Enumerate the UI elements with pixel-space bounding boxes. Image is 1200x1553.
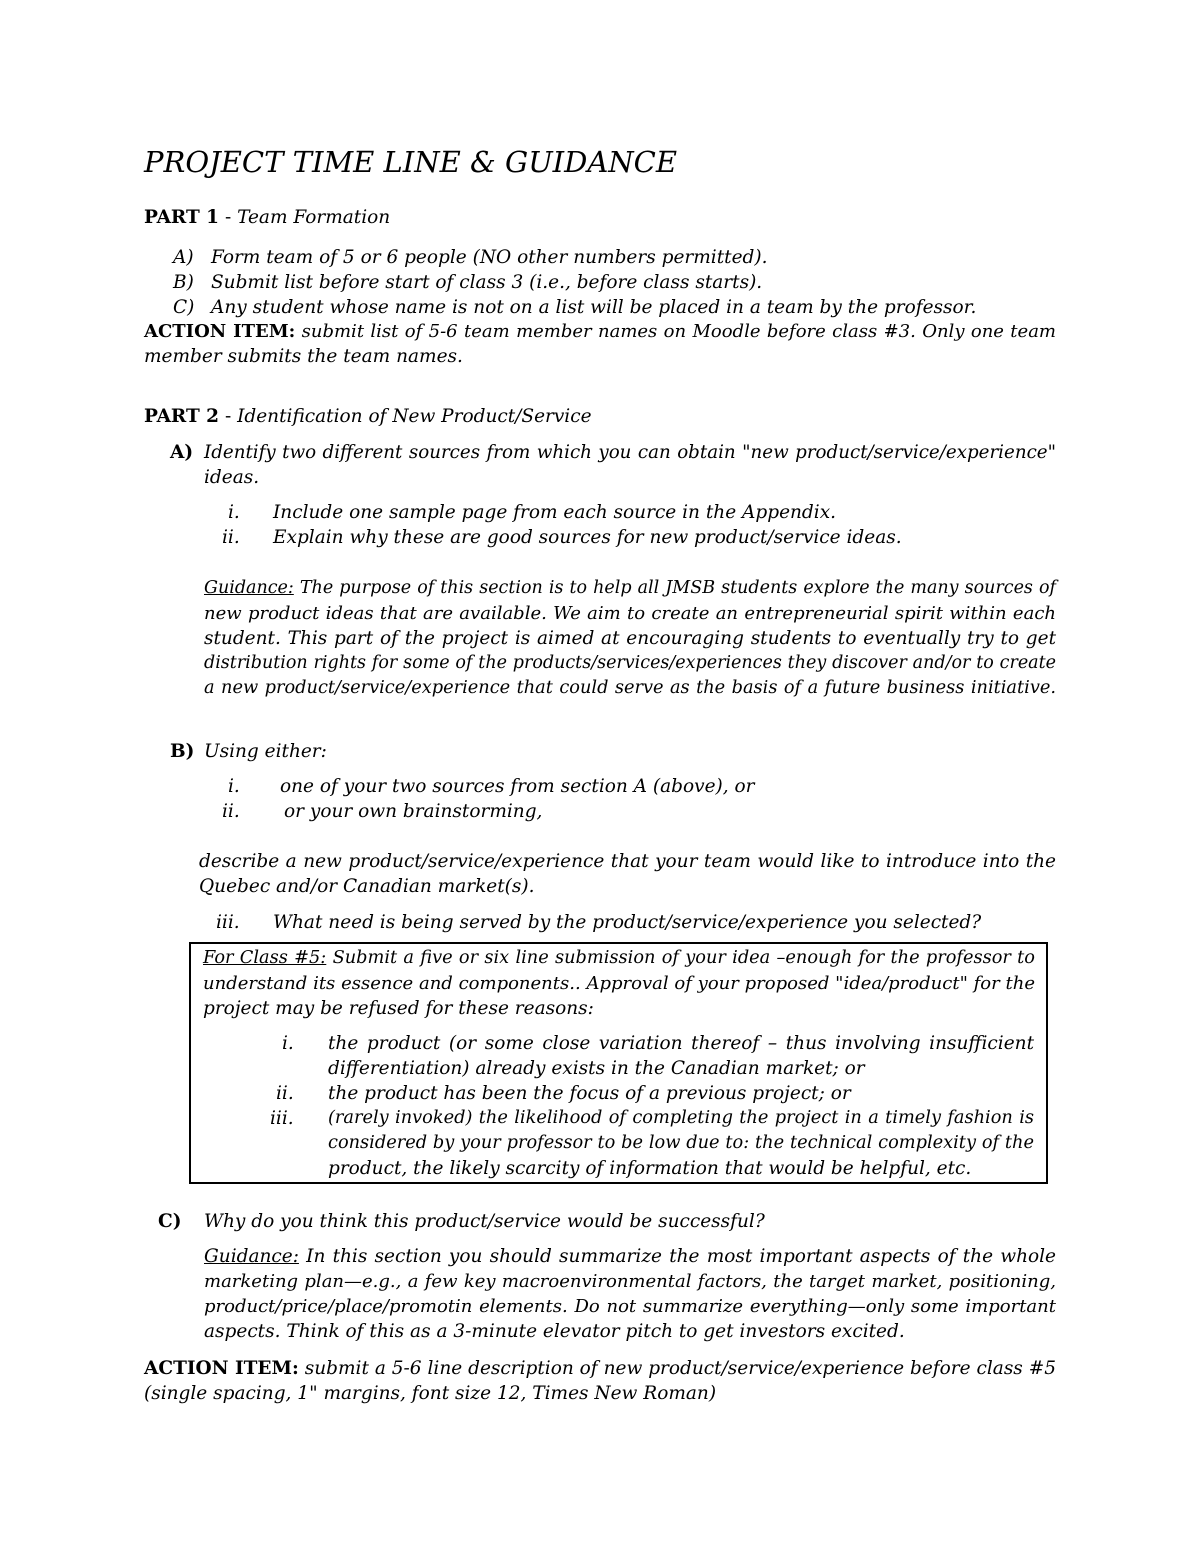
section-b-item-iii-text: What need is being served by the product/service/experience you selected? bbox=[273, 912, 982, 933]
part1-item-c-marker: C) bbox=[173, 297, 195, 318]
section-a-line1: Identify two different sources from which you can obtain "new product/service/experience" bbox=[204, 442, 1056, 463]
class5-note-line1 bbox=[203, 946, 1035, 971]
part1-action-label: ACTION ITEM: bbox=[144, 321, 296, 342]
section-b-item-iii-marker: iii. bbox=[216, 912, 240, 933]
section-a-sub-ii-text: Explain why these are good sources for new product/service ideas. bbox=[273, 527, 902, 548]
section-b-sub-ii-marker: ii. bbox=[222, 801, 240, 822]
part2-label: PART 2 bbox=[144, 406, 220, 427]
part1-action-line1: submit list of 5-6 team member names on Moodle before class #3. Only one team bbox=[301, 321, 1056, 342]
part2-dash: - bbox=[219, 406, 238, 427]
part2-heading bbox=[144, 404, 592, 429]
section-a-marker: A) bbox=[170, 442, 194, 463]
section-a-sub-ii-marker: ii. bbox=[222, 527, 240, 548]
page-title: PROJECT TIME LINE & GUIDANCE bbox=[144, 145, 678, 179]
part2-subtitle: Identification of New Product/Service bbox=[237, 406, 592, 427]
part1-dash: - bbox=[219, 207, 238, 228]
section-b-sub-i-text: one of your two sources from section A (above), or bbox=[280, 776, 755, 797]
reason-iii-line3: product, the likely scarcity of information that would be helpful, etc. bbox=[328, 1158, 972, 1179]
section-b-describe-line1: describe a new product/service/experience that your team would like to introduce into the bbox=[199, 851, 1056, 872]
part1-item-b-text: Submit list before start of class 3 (i.e., before class starts). bbox=[211, 272, 763, 293]
section-a-guidance-line4: distribution rights for some of the products/services/experiences they discover and/or to create bbox=[204, 653, 1056, 673]
class5-note-text1: Submit a five or six line submission of your idea –enough for the professor to bbox=[332, 948, 1035, 968]
part1-subtitle: Team Formation bbox=[237, 207, 391, 228]
part1-action-item bbox=[144, 319, 1056, 344]
section-a-sub-i-marker: i. bbox=[228, 502, 240, 523]
reason-iii-line2: considered by your professor to be low due to: the technical complexity of the bbox=[328, 1133, 1034, 1153]
part1-item-b-marker: B) bbox=[173, 272, 194, 293]
part2-action-item bbox=[144, 1356, 1056, 1381]
section-a-guidance-line3: student. This part of the project is aimed at encouraging students to eventually try to get bbox=[204, 628, 1056, 649]
section-a-sub-i-text: Include one sample page from each source in the Appendix. bbox=[273, 502, 837, 523]
part1-action-line2: member submits the team names. bbox=[144, 346, 463, 367]
reason-i-line2: differentiation) already exists in the Canadian market; or bbox=[328, 1058, 865, 1079]
section-c-guidance-text1: In this section you should summarize the most important aspects of the whole bbox=[306, 1246, 1056, 1267]
section-a-guidance-line2: new product ideas that are available. We aim to create an entrepreneurial spirit within each bbox=[204, 603, 1056, 624]
part2-action-label: ACTION ITEM: bbox=[144, 1358, 299, 1379]
section-a-line2: ideas. bbox=[204, 467, 260, 488]
section-b-describe-line2: Quebec and/or Canadian market(s). bbox=[199, 876, 535, 897]
section-c-guidance-line4: aspects. Think of this as a 3-minute elevator pitch to get investors excited. bbox=[204, 1321, 905, 1342]
section-c-guidance-label: Guidance: bbox=[204, 1246, 299, 1267]
reason-ii-line1: the product has been the focus of a previous project; or bbox=[328, 1083, 851, 1104]
reason-i-marker: i. bbox=[282, 1033, 294, 1054]
class5-note-label: For Class #5: bbox=[203, 948, 327, 968]
class5-note-line2: understand its essence and components.. Approval of your proposed "idea/product" for the bbox=[203, 973, 1035, 994]
section-a-guidance-line1 bbox=[204, 576, 1056, 601]
section-c-guidance-line1 bbox=[204, 1244, 1056, 1269]
section-c-guidance-line2: marketing plan—e.g., a few key macroenvironmental factors, the target market, positioning, bbox=[204, 1271, 1056, 1292]
reason-iii-line1: (rarely invoked) the likelihood of completing the project in a timely fashion is bbox=[328, 1108, 1034, 1128]
part2-action-line2: (single spacing, 1" margins, font size 12, Times New Roman) bbox=[144, 1383, 717, 1404]
part1-label: PART 1 bbox=[144, 207, 220, 228]
reason-ii-marker: ii. bbox=[276, 1083, 294, 1104]
reason-iii-marker: iii. bbox=[270, 1108, 294, 1129]
section-b-sub-ii-text: or your own brainstorming, bbox=[284, 801, 543, 822]
part1-item-c-text: Any student whose name is not on a list will be placed in a team by the professor. bbox=[211, 297, 977, 318]
part1-item-a-text: Form team of 5 or 6 people (NO other numbers permitted). bbox=[211, 247, 768, 268]
section-c-marker: C) bbox=[158, 1211, 182, 1232]
section-a-guidance-line5: a new product/service/experience that could serve as the basis of a future business initiative. bbox=[204, 678, 1056, 698]
section-c-guidance-line3: product/price/place/promotin elements. Do not summarize everything—only some important bbox=[204, 1296, 1056, 1317]
section-a-guidance-text1: The purpose of this section is to help all JMSB students explore the many sources of bbox=[299, 578, 1056, 598]
part1-item-a-marker: A) bbox=[173, 247, 194, 268]
part1-heading bbox=[144, 205, 390, 230]
section-a-guidance-label: Guidance: bbox=[204, 578, 294, 598]
section-b-sub-i-marker: i. bbox=[228, 776, 240, 797]
class5-note-line3: project may be refused for these reasons: bbox=[203, 998, 594, 1019]
section-b-intro: Using either: bbox=[204, 741, 327, 762]
part2-action-line1: submit a 5-6 line description of new product/service/experience before class #5 bbox=[304, 1358, 1056, 1379]
section-c-question: Why do you think this product/service would be successful? bbox=[204, 1211, 765, 1232]
reason-i-line1: the product (or some close variation thereof – thus involving insufficient bbox=[328, 1033, 1034, 1054]
section-b-marker: B) bbox=[170, 741, 195, 762]
